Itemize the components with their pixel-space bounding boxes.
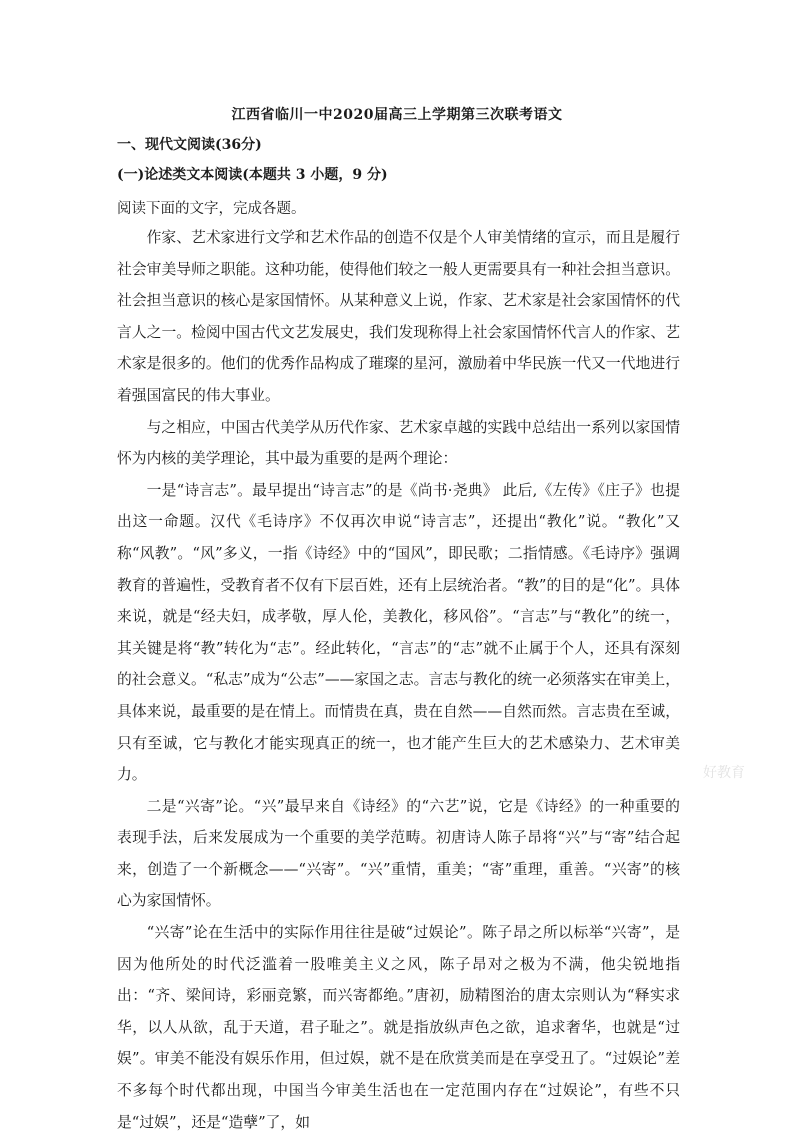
section-heading-argumentative-text: (一)论述类文本阅读(本题共 3 小题，9 分) [117,167,388,183]
document-title: 江西省临川一中2020届高三上学期第三次联考语文 [231,107,563,123]
paragraph: 二是“兴寄”论。“兴”最早来自《诗经》的“六艺”说，它是《诗经》的一种重要的表现手法，后来发展成为一个重要的美学范畴。初唐诗人陈子昂将“兴”与“寄”结合起来，创造了一个新概念——“兴寄”。“兴”重情，重美；“寄”重理，重善。“兴寄”的核心为家国情怀。 [117,797,680,910]
reading-instruction: 阅读下面的文字，完成各题。 [117,201,306,217]
paragraph: 作家、艺术家进行文学和艺术作品的创造不仅是个人审美情绪的宣示，而且是履行社会审美导师之职能。这种功能，使得他们较之一般人更需要具有一种社会担当意识。社会担当意识的核心是家国情怀。从某种意义上说，作家、艺术家是社会家国情怀的代言人之一。检阅中国古代文艺发展史，我们发现称得上社会家国情怀代言人的作家、艺术家是很多的。他们的优秀作品构成了璀璨的星河，激励着中华民族一代又一代地进行着强国富民的伟大事业。 [117,229,680,404]
watermark: 好教育 [703,765,745,781]
paragraph: “兴寄”论在生活中的实际作用往往是破“过娱论”。陈子昂之所以标举“兴寄”，是因为他所处的时代泛滥着一股唯美主义之风，陈子昂对之极为不满，他尖锐地指出：“齐、梁间诗，彩丽竞繁，而兴寄都绝。”唐初，励精图治的唐太宗则认为“释实求华，以人从欲，乱于天道，君子耻之”。就是指放纵声色之欲，追求奢华，也就是“过娱”。审美不能没有娱乐作用，但过娱，就不是在欣赏美而是在享受丑了。“过娱论”差不多每个时代都出现，中国当今审美生活也在一定范围内存在“过娱论”，有些不只是“过娱”，还是“造孽”了，如 [117,924,680,1131]
paragraph: 一是“诗言志”。最早提出“诗言志”的是《尚书·尧典》 此后,《左传》《庄子》也提出这一命题。汉代《毛诗序》不仅再次申说“诗言志”，还提出“教化”说。“教化”又称“风教”。“风”多义，一指《诗经》中的“国风”，即民歌；二指情感。《毛诗序》强调教育的普遍性，受教育者不仅有下层百姓，还有上层统治者。“教”的目的是“化”。具体来说，就是“经夫妇，成孝敬，厚人伦，美教化，移风俗”。“言志”与“教化”的统一，其关键是将“教”转化为“志”。经此转化，“言志”的“志”就不止属于个人，还具有深刻的社会意义。“私志”成为“公志”——家国之志。言志与教化的统一必须落实在审美上，具体来说，最重要的是在情上。而情贵在真，贵在自然——自然而然。言志贵在至诚，只有至诚，它与教化才能实现真正的统一，也才能产生巨大的艺术感染力、艺术审美力。 [117,481,680,784]
section-heading-modern-reading: 一、现代文阅读(36分) [117,137,262,153]
paragraph: 与之相应，中国古代美学从历代作家、艺术家卓越的实践中总结出一系列以家国情怀为内核的美学理论，其中最为重要的是两个理论： [117,418,680,468]
article-body [117,222,680,1138]
